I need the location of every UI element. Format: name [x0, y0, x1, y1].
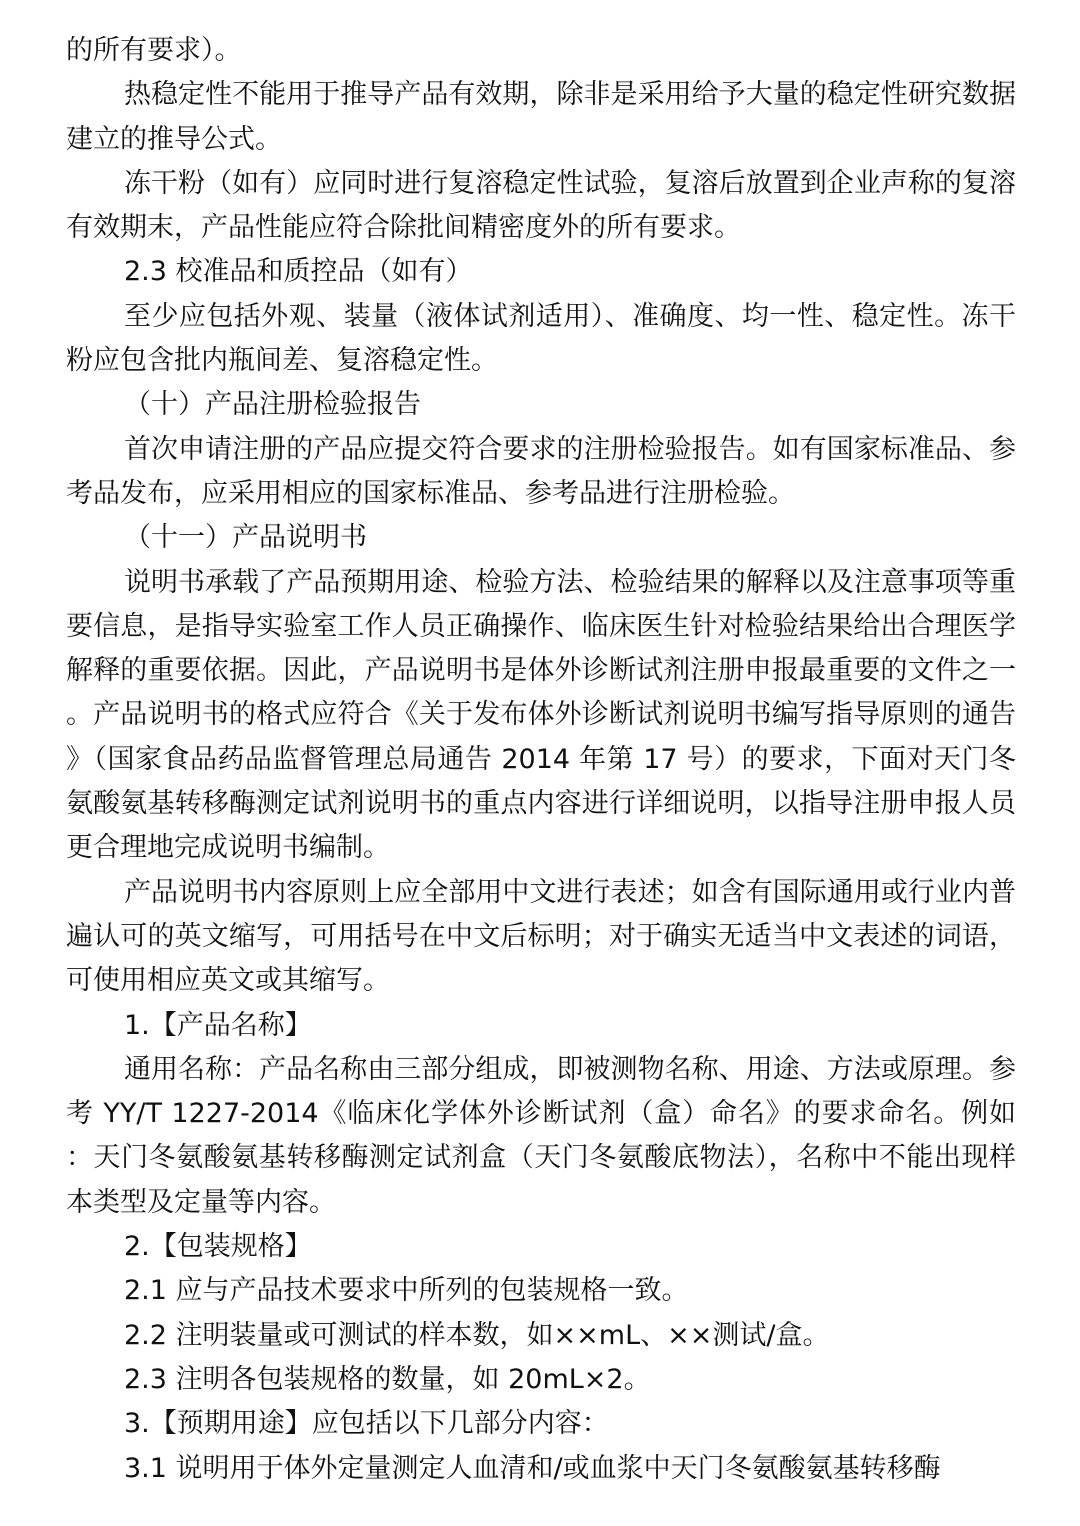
- paragraph-registration-report: 首次申请注册的产品应提交符合要求的注册检验报告。如有国家标准品、参考品发布，应采用相应的国家标准品、参考品进行注册检验。: [66, 433, 1016, 509]
- paragraph-lyophilized-powder: 冻干粉（如有）应同时进行复溶稳定性试验，复溶后放置到企业声称的复溶有效期末，产品性能应符合除批间精密度外的所有要求。: [66, 167, 1016, 244]
- section-heading-intended-use: 3.【预期用途】应包括以下几部分内容：: [124, 1408, 609, 1440]
- paragraph-calibrator-requirements: 至少应包括外观、装量（液体试剂适用）、准确度、均一性、稳定性。冻干粉应包含批内瓶间差、复溶稳定性。: [66, 300, 1016, 377]
- paragraph-continuation: 的所有要求）。: [66, 35, 242, 66]
- section-heading-product-name: 1.【产品名称】: [124, 1009, 312, 1041]
- list-item-intended-use-3-1: 3.1 说明用于体外定量测定人血清和/或血浆中天门冬氨酸氨基转移酶: [124, 1452, 941, 1484]
- section-heading-calibrators: 2.3 校准品和质控品（如有）: [124, 256, 473, 288]
- paragraph-instructions-overview: 说明书承载了产品预期用途、检验方法、检验结果的解释以及注意事项等重要信息，是指导实验室工作人员正确操作、临床医生针对检验结果给出合理医学解释的重要依据。因此，产品说明书是体外诊断试剂注册申报最重要的文件之一。产品说明书的格式应符合《关于发布体外诊断试剂说明书编写指导原则的通告》（国家食品药品监督管理总局通告 2014 年第 17 号）的要求，下面对天门冬氨酸氨基转移酶测定试剂说明书的重点内容进行详细说明，以指导注册申报人员更合理地完成说明书编制。: [66, 566, 1016, 864]
- paragraph-chinese-language: 产品说明书内容原则上应全部用中文进行表述；如含有国际通用或行业内普遍认可的英文缩写，可用括号在中文后标明；对于确实无适当中文表述的词语，可使用相应英文或其缩写。: [66, 876, 1016, 997]
- list-item-package-2-2: 2.2 注明装量或可测试的样本数，如××mL、××测试/盒。: [124, 1319, 830, 1351]
- section-heading-instructions: （十一）产品说明书: [124, 522, 367, 554]
- list-item-package-2-3: 2.3 注明各包装规格的数量，如 20mL×2。: [124, 1363, 651, 1395]
- section-heading-package-spec: 2.【包装规格】: [124, 1231, 312, 1263]
- section-heading-registration-report: （十）产品注册检验报告: [124, 389, 421, 421]
- paragraph-generic-name: 通用名称：产品名称由三部分组成，即被测物名称、用途、方法或原理。参考 YY/T 1227-2014《临床化学体外诊断试剂（盒）命名》的要求命名。例如：天门冬氨酸氨基转移酶测定试剂盒（天门冬氨酸底物法），名称中不能出现样本类型及定量等内容。: [66, 1053, 1016, 1218]
- list-item-package-2-1: 2.1 应与产品技术要求中所列的包装规格一致。: [124, 1275, 689, 1307]
- paragraph-heat-stability: 热稳定性不能用于推导产品有效期，除非是采用给予大量的稳定性研究数据建立的推导公式。: [66, 79, 1016, 155]
